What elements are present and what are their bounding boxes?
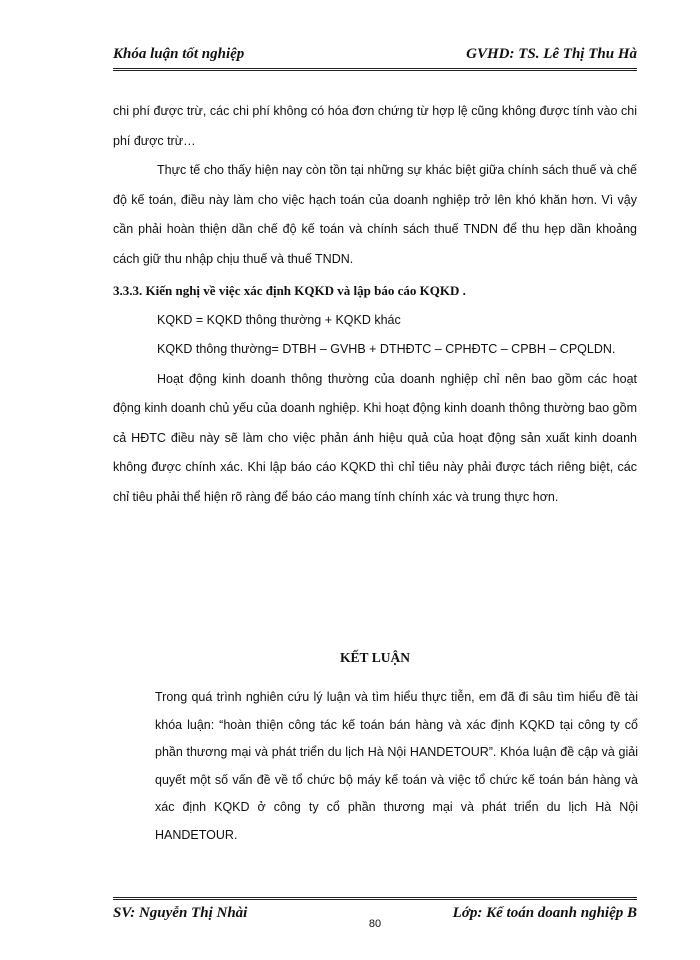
footer-class: Lớp: Kế toán doanh nghiệp B [452, 905, 637, 921]
page-header [113, 42, 637, 71]
footer-student: SV: Nguyễn Thị Nhài [113, 905, 248, 921]
conclusion-paragraph: Trong quá trình nghiên cứu lý luận và tìm hiểu thực tiễn, em đã đi sâu tìm hiểu đề tài khóa luận: “hoàn thiện công tác kế toán bán hàng và xác định KQKD tại công ty cổ phần thương mại và phát triển du lịch Hà Nội HANDETOUR”. Khóa luận đề cập và giải quyết một số vấn đề về tổ chức bộ máy kế toán và việc tổ chức kế toán bán hàng và xác định KQKD ở công ty cổ phần thương mại và phát triển du lịch Hà Nội HANDETOUR. [155, 690, 638, 842]
body-content [113, 97, 637, 512]
header-thesis-title: Khóa luận tốt nghiệp [113, 46, 245, 62]
conclusion-title: KẾT LUẬN [340, 650, 410, 665]
page-number: 80 [368, 918, 382, 930]
formula-kqkd: KQKD = KQKD thông thường + KQKD khác [157, 312, 401, 327]
page-footer [113, 897, 637, 930]
conclusion-body [155, 684, 638, 849]
section-heading: 3.3.3. Kiến nghị về việc xác định KQKD và lập báo cáo KQKD . [113, 283, 466, 298]
paragraph-continued: chi phí được trừ, các chi phí không có hóa đơn chứng từ hợp lệ cũng không được tính vào chi phí được trừ… [113, 104, 637, 148]
formula-kqkd-normal: KQKD thông thường= DTBH – GVHB + DTHĐTC – CPHĐTC – CPBH – CPQLDN. [157, 342, 616, 356]
header-supervisor: GVHD: TS. Lê Thị Thu Hà [466, 46, 637, 62]
paragraph-business-activities: Hoạt động kinh doanh thông thường của doanh nghiệp chỉ nên bao gồm các hoạt động kinh doanh chủ yếu của doanh nghiệp. Khi hoạt động kinh doanh thông thường bao gồm cả HĐTC điều này sẽ làm cho việc phản ánh hiệu quả của hoạt động sản xuất kinh doanh không được chính xác. Khi lập báo cáo KQKD thì chỉ tiêu này phải được tách riêng biệt, các chỉ tiêu phải thể hiện rõ ràng để báo cáo mang tính chính xác và trung thực hơn. [113, 371, 637, 504]
paragraph-tax-differences: Thực tế cho thấy hiện nay còn tồn tại những sự khác biệt giữa chính sách thuế và chế độ kế toán, điều này làm cho việc hạch toán của doanh nghiệp trở lên khó khăn hơn. Vì vậy cần phải hoàn thiện dần chế độ kế toán và chính sách thuế TNDN để thu hẹp dần khoảng cách giữ thu nhập chịu thuế và thuế TNDN. [113, 163, 637, 266]
